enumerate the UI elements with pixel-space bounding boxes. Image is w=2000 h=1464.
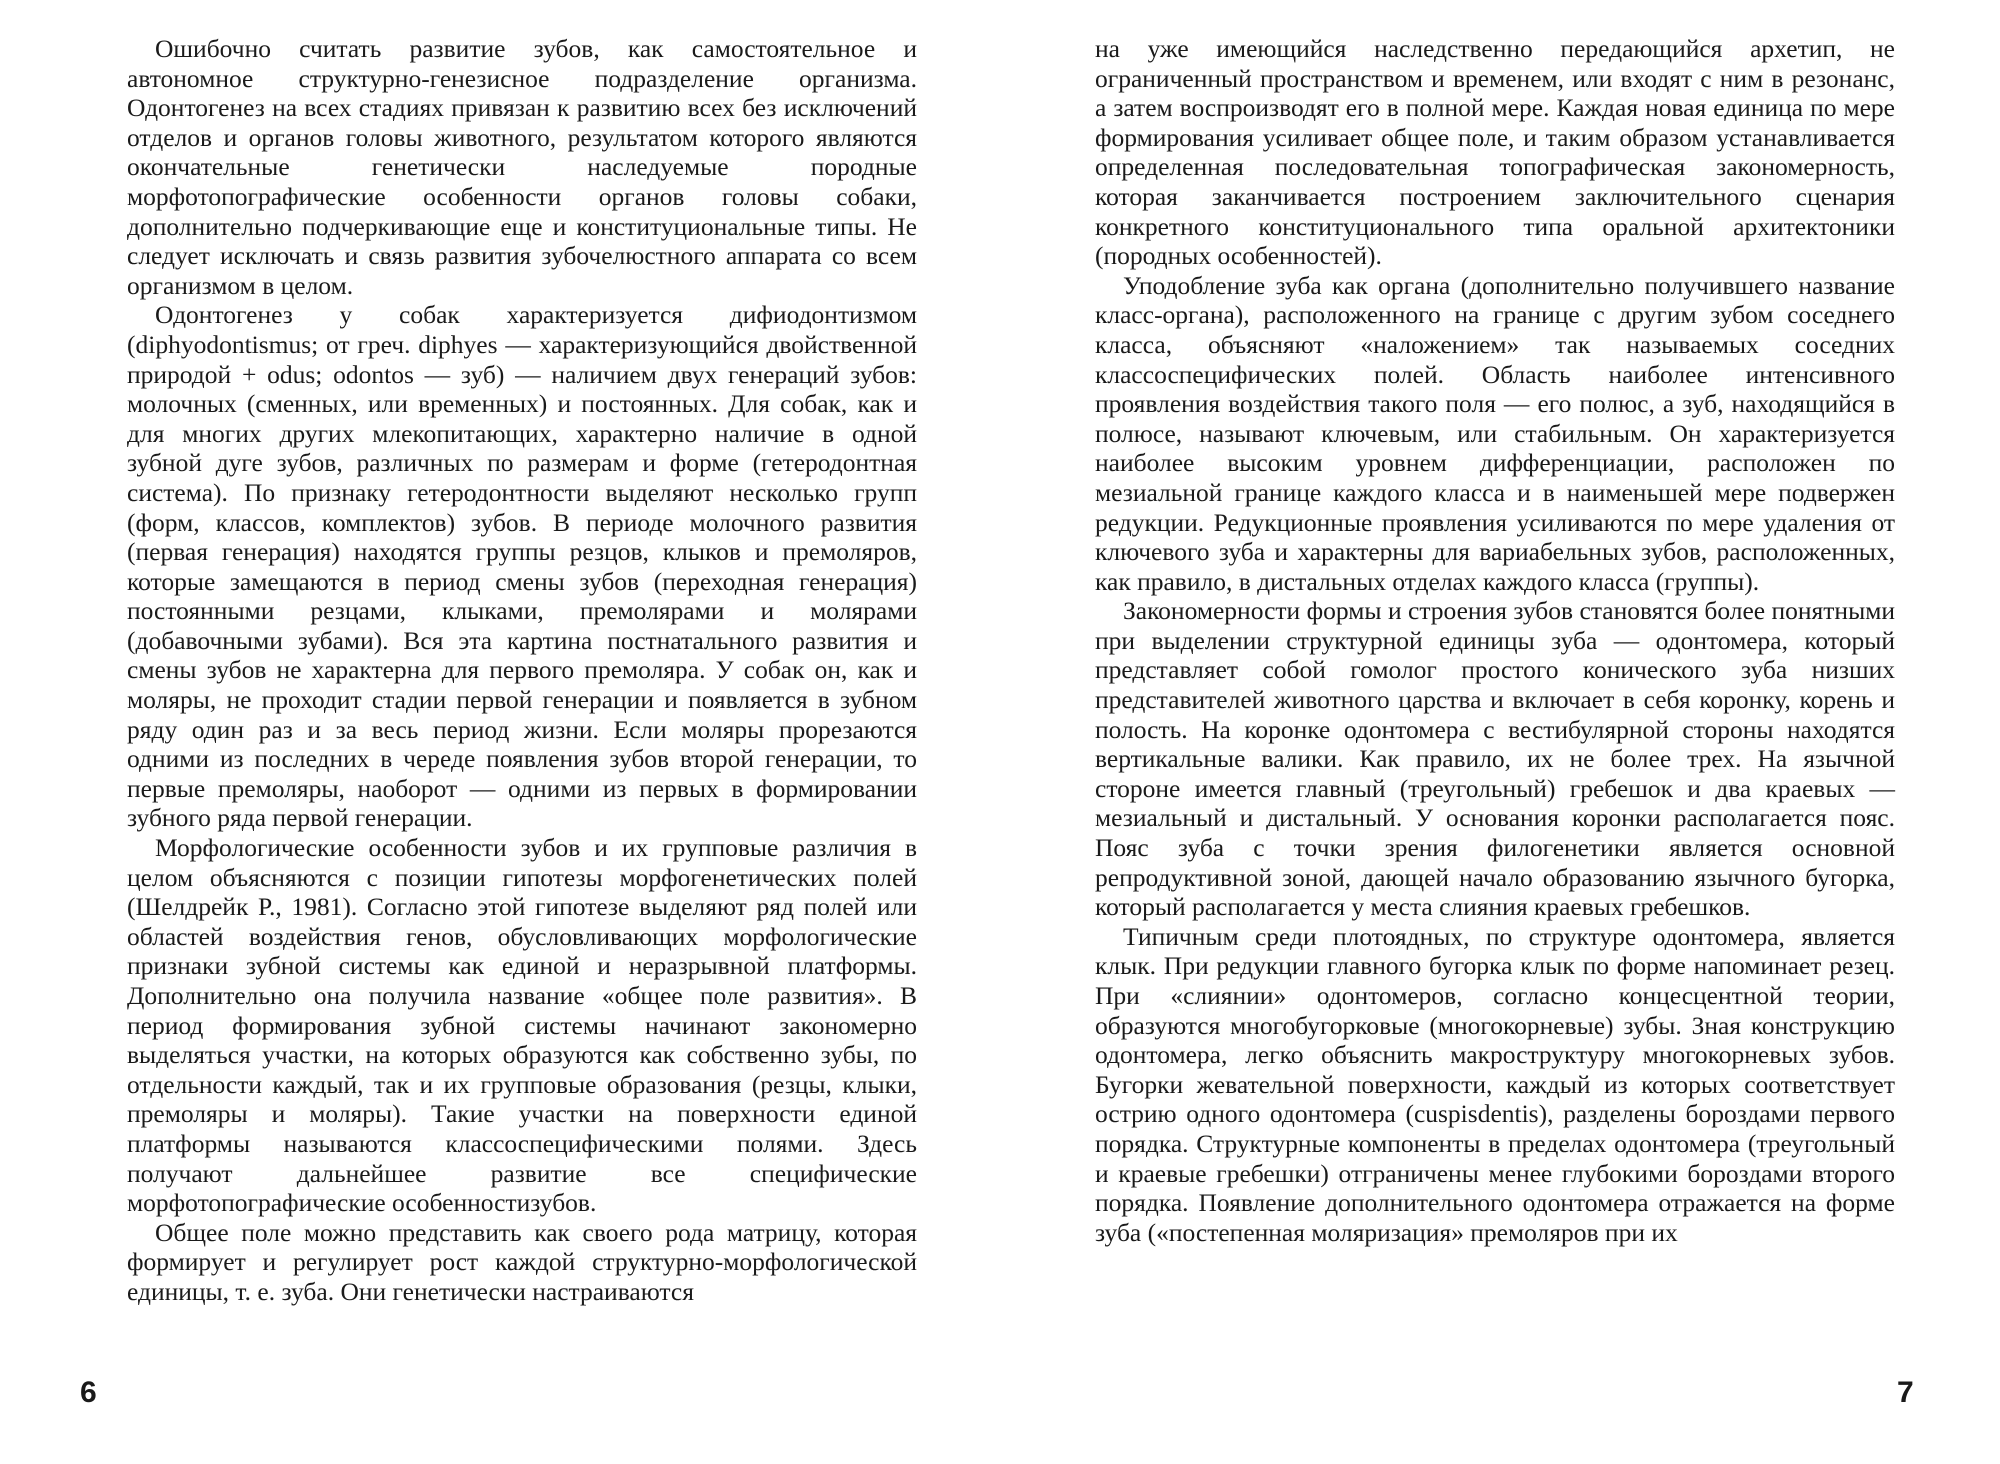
right-page-text	[1095, 34, 1895, 1247]
paragraph: Ошибочно считать развитие зубов, как самостоятельное и автономное структурно-генезисное подразделение организма. Одонтогенез на всех стадиях привязан к развитию всех без исключений отделов и органов головы животного, результатом которого являются окончательные генетически наследуемые породные морфотопографические особенности органов головы собаки, дополнительно подчеркивающие еще и конституциональные типы. Не следует исключать и связь развития зубочелюстного аппарата со всем организмом в целом.	[127, 34, 917, 300]
page-number-left: 6	[80, 1376, 97, 1409]
paragraph: Типичным среди плотоядных, по структуре одонтомера, является клык. При редукции главного бугорка клык по форме напоминает резец. При «слиянии» одонтомеров, согласно концесцентной теории, образуются многобугорковые (многокорневые) зубы. Зная конструкцию одонтомера, легко объяснить макроструктуру многокорневых зубов. Бугорки жевательной поверхности, каждый из которых соответствует острию одного одонтомера (cuspisdentis), разделены бороздами первого порядка. Структурные компоненты в пределах одонтомера (треугольный и краевые гребешки) отграничены менее глубокими бороздами второго порядка. Появление дополнительного одонтомера отражается на форме зуба («постепенная моляризация» премоляров при их	[1095, 921, 1895, 1247]
paragraph: Уподобление зуба как органа (дополнительно получившего название класс-органа), расположенного на границе с другим зубом соседнего класса, объясняют «наложением» так называемых соседних классоспецифических полей. Область наиболее интенсивного проявления воздействия такого поля — его полюс, а зуб, находящийся в полюсе, называют ключевым, или стабильным. Он характеризуется наиболее высоким уровнем дифференциации, расположен по мезиальной границе каждого класса и в наименьшей мере подвержен редукции. Редукционные проявления усиливаются по мере удаления от ключевого зуба и характерны для вариабельных зубов, расположенных, как правило, в дистальных отделах каждого класса (группы).	[1095, 270, 1895, 596]
paragraph: Общее поле можно представить как своего рода матрицу, которая формирует и регулирует рост каждой структурно-морфологической единицы, т. е. зуба. Они генетически настраиваются	[127, 1217, 917, 1306]
paragraph-continued: на уже имеющийся наследственно передающийся архетип, не ограниченный пространством и временем, или входят с ним в резонанс, а затем воспроизводят его в полной мере. Каждая новая единица по мере формирования усиливает общее поле, и таким образом устанавливается определенная последовательная топографическая закономерность, которая заканчивается построением заключительного сценария конкретного конституционального типа оральной архитектоники (породных особенностей).	[1095, 34, 1895, 271]
paragraph: Одонтогенез у собак характеризуется дифиодонтизмом (diphyodontismus; от греч. diphyes — характеризующийся двойственной природой + odus; odontos — зуб) — наличием двух генераций зубов: молочных (сменных, или временных) и постоянных. Для собак, как и для многих других млекопитающих, характерно наличие в одной зубной дуге зубов, различных по размерам и форме (гетеродонтная система). По признаку гетеродонтности выделяют несколько групп (форм, классов, комплектов) зубов. В периоде молочного развития (первая генерация) находятся группы резцов, клыков и премоляров, которые замещаются в период смены зубов (переходная генерация) постоянными резцами, клыками, премолярами и молярами (добавочными зубами). Вся эта картина постнатального развития и смены зубов не характерна для первого премоляра. У собак он, как и моляры, не проходит стадии первой генерации и появляется в зубном ряду один раз и за весь период жизни. Если моляры прорезаются одними из последних в череде появления зубов второй генерации, то первые премоляры, наоборот — одними из первых в формировании зубного ряда первой генерации.	[127, 300, 917, 833]
page-number-right: 7	[1897, 1376, 1914, 1409]
left-page-text	[127, 34, 917, 1307]
paragraph: Закономерности формы и строения зубов становятся более понятными при выделении структурной единицы зуба — одонтомера, который представляет собой гомолог простого конического зуба низших представителей животного царства и включает в себя коронку, корень и полость. На коронке одонтомера с вестибулярной стороны находятся вертикальные валики. Как правило, их не более трех. На язычной стороне имеется главный (треугольный) гребешок и два краевых — мезиальный и дистальный. У основания коронки располагается пояс. Пояс зуба с точки зрения филогенетики является основной репродуктивной зоной, дающей начало образованию язычного бугорка, который располагается у места слияния краевых гребешков.	[1095, 596, 1895, 922]
paragraph: Морфологические особенности зубов и их групповые различия в целом объясняются с позиции гипотезы морфогенетических полей (Шелдрейк Р., 1981). Согласно этой гипотезе выделяют ряд полей или областей воздействия генов, обусловливающих морфологические признаки зубной системы как единой и неразрывной платформы. Дополнительно она получила название «общее поле развития». В период формирования зубной системы начинают закономерно выделяться участки, на которых образуются как собственно зубы, по отдельности каждый, так и их групповые образования (резцы, клыки, премоляры и моляры). Такие участки на поверхности единой платформы называются классоспецифическими полями. Здесь получают дальнейшее развитие все специфические морфотопографические особенностизубов.	[127, 833, 917, 1218]
